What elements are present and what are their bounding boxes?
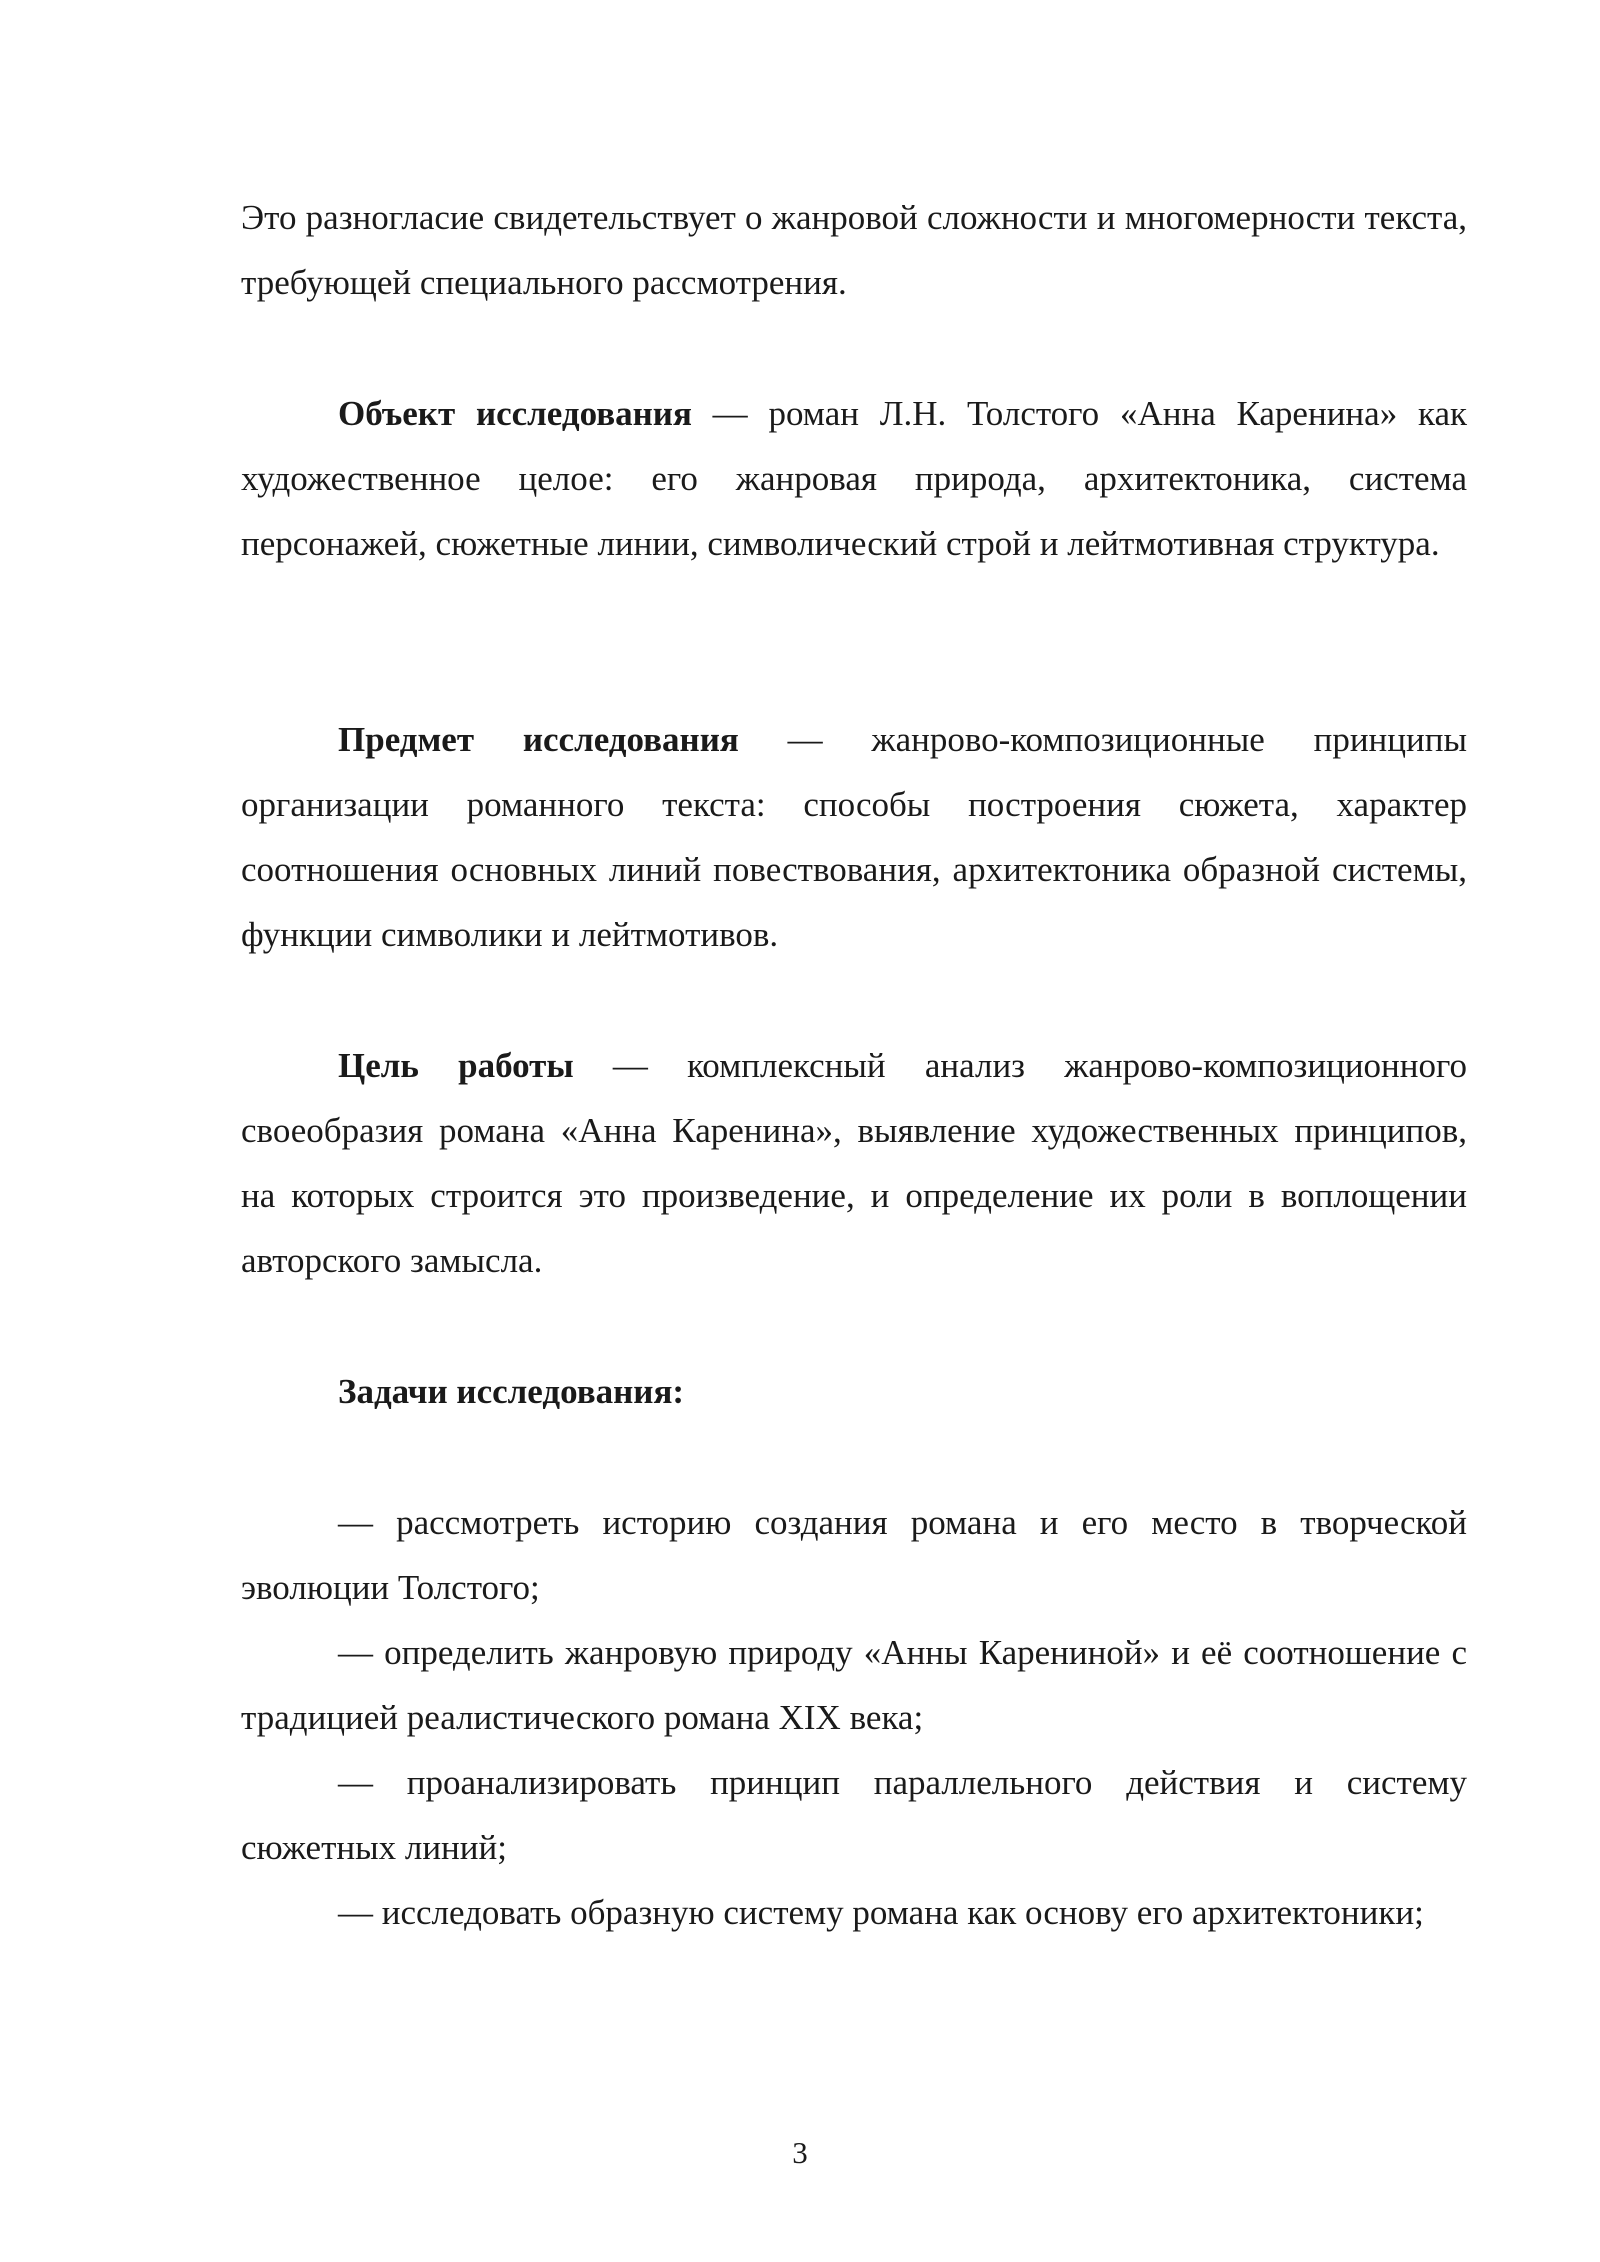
intro-text: Это разногласие свидетельствует о жанровой сложности и многомерности текста, требующей специального рассмотрения.: [241, 198, 1467, 302]
task-item: — рассмотреть историю создания романа и его место в творческой эволюции Толстого;: [241, 1503, 1467, 1607]
goal-term: Цель работы: [338, 1046, 574, 1085]
subject-term: Предмет исследования: [338, 720, 739, 759]
task-item: — исследовать образную систему романа как основу его архитектоники;: [338, 1893, 1424, 1932]
intro-paragraph: [241, 185, 1467, 315]
goal-paragraph: [241, 1033, 1467, 1293]
tasks-list: [241, 1490, 1467, 1945]
object-definition: — роман Л.Н. Толстого «Анна Каренина» как художественное целое: его жанровая природа, архитектоника, система персонажей, сюжетные линии, символический строй и лейтмотивная структура.: [241, 394, 1467, 563]
subject-text: [241, 707, 1467, 967]
goal-definition: — комплексный анализ жанрово-композиционного своеобразия романа «Анна Каренина», выявление художественных принципов, на которых строится это произведение, и определение их роли в воплощении авторского замысла.: [241, 1046, 1467, 1280]
object-text: [241, 381, 1467, 576]
goal-text: [241, 1033, 1467, 1293]
task-item: — проанализировать принцип параллельного действия и систему сюжетных линий;: [241, 1763, 1467, 1867]
object-paragraph: [241, 381, 1467, 576]
tasks-heading: Задачи исследования:: [338, 1372, 685, 1411]
object-term: Объект исследования: [338, 394, 692, 433]
subject-paragraph: [241, 707, 1467, 967]
task-item: — определить жанровую природу «Анны Карениной» и её соотношение с традицией реалистического романа XIX века;: [241, 1633, 1467, 1737]
page-number: 3: [792, 2135, 808, 2170]
subject-definition: — жанрово-композиционные принципы организации романного текста: способы построения сюжета, характер соотношения основных линий повествования, архитектоника образной системы, функции символики и лейтмотивов.: [241, 720, 1467, 954]
tasks-heading-paragraph: [241, 1359, 1467, 1424]
